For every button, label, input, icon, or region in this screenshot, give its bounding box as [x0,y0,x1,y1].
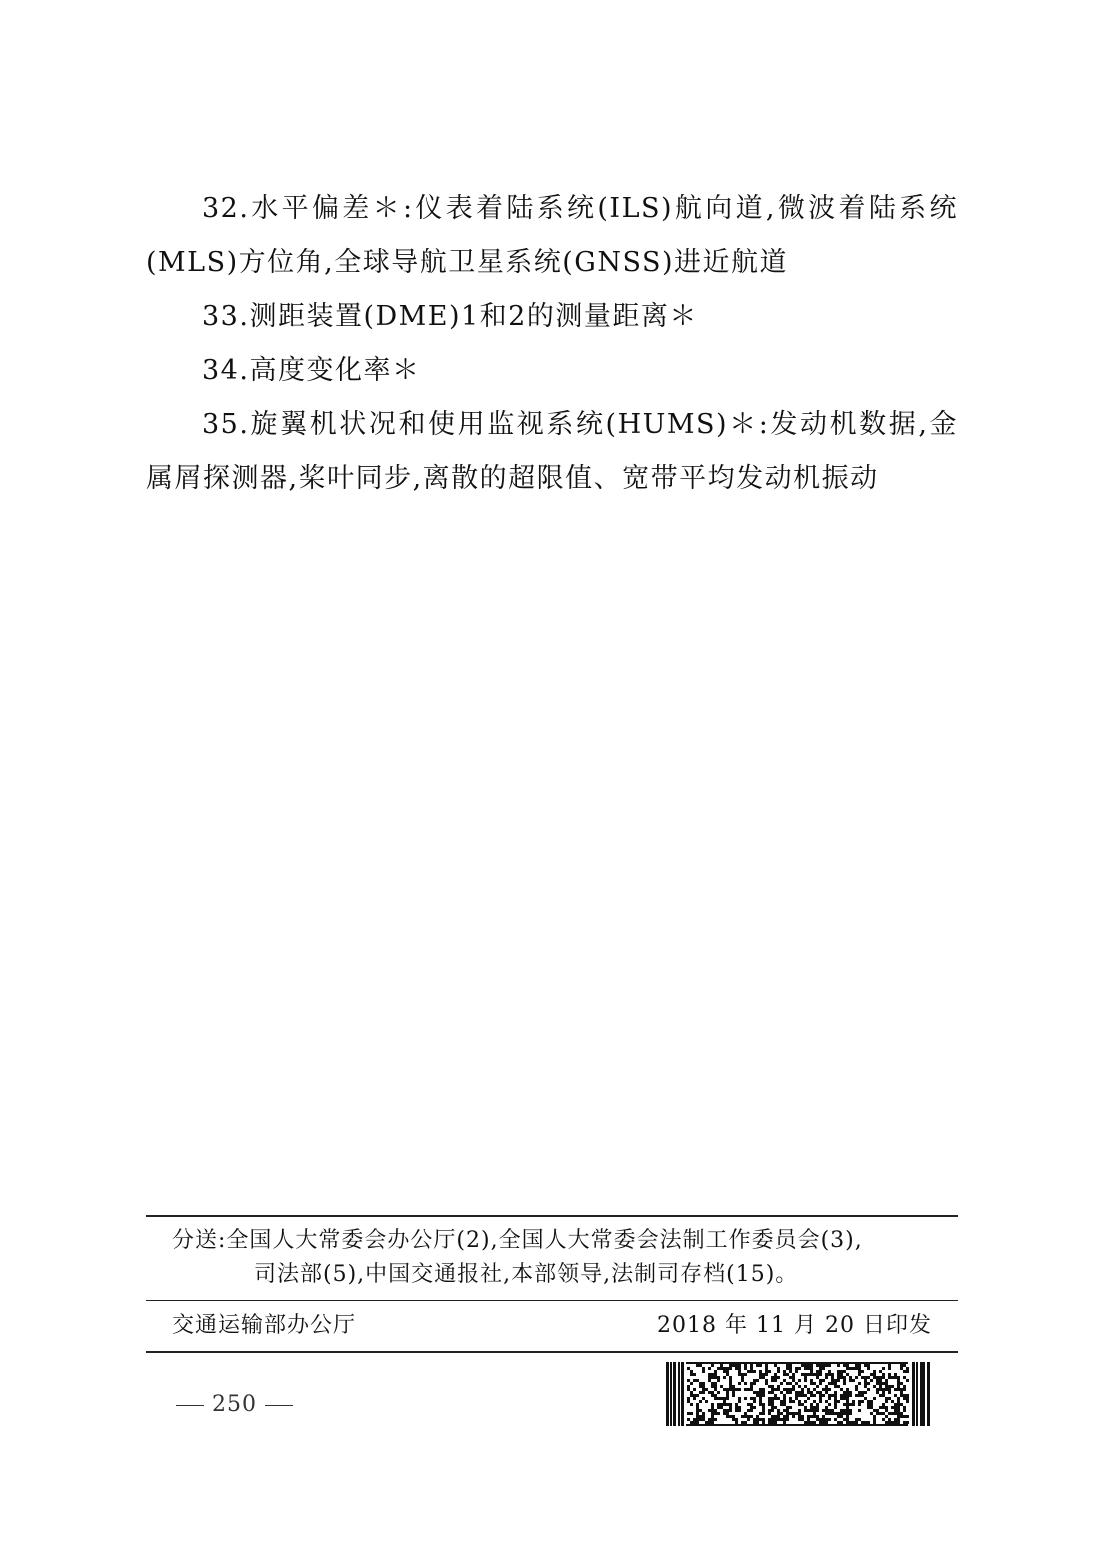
item-34-text: 34.高度变化率＊ [202,355,421,386]
distribution-line-1: 全国人大常委会办公厅(2),全国人大常委会法制工作委员会(3), [226,1228,863,1253]
barcode-marks [666,1362,930,1426]
issuer: 交通运输部办公厅 [172,1313,357,1338]
list-item-33 [146,290,958,344]
barcode-image [666,1362,930,1426]
footer-middle-rule [146,1300,958,1301]
footer-bottom-rule [146,1351,958,1353]
page-dash-left [176,1405,204,1406]
issue-date: 2018 年 11 月 20 日印发 [657,1313,932,1338]
item-35-text: 35.旋翼机状况和使用监视系统(HUMS)＊:发动机数据,金属屑探测器,桨叶同步,离散的超限值、宽带平均发动机振动 [146,409,958,494]
page-number [168,1388,301,1422]
distribution-line-2: 司法部(5),中国交通报社,本部领导,法制司存档(15)。 [254,1262,799,1287]
list-item-32 [146,182,958,290]
distribution-block [172,1224,952,1292]
distribution-label: 分送: [172,1228,227,1253]
list-item-35 [146,398,958,506]
list-item-34 [146,344,958,398]
page-number-value: 250 [212,1392,257,1417]
page-dash-right [265,1405,293,1406]
footer-top-rule [146,1215,958,1217]
item-33-text: 33.测距装置(DME)1和2的测量距离＊ [202,301,698,332]
item-32-text: 32.水平偏差＊:仪表着陆系统(ILS)航向道,微波着陆系统(MLS)方位角,全球导航卫星系统(GNSS)进近航道 [146,193,958,278]
